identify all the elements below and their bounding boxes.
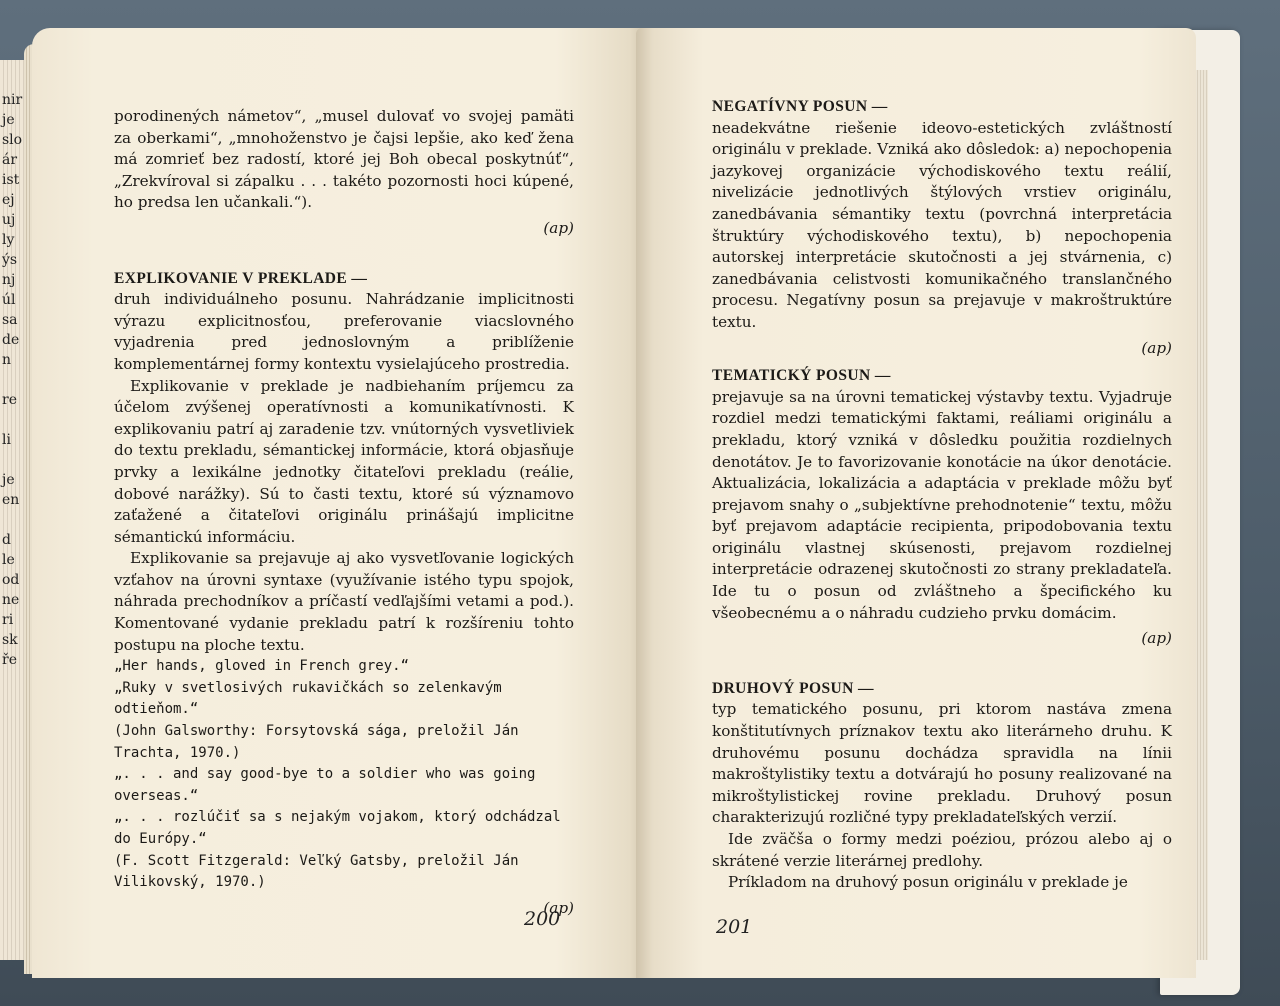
body-paragraph: Ide zväčša o formy medzi poéziou, prózou alebo aj o skrátené verzie literárnej predlohy. (712, 830, 1172, 870)
author-signature: (ap) (543, 218, 574, 237)
example-citation: (F. Scott Fitzgerald: Veľký Gatsby, preložil Ján Vilikovský, 1970.) (114, 852, 519, 891)
body-paragraph: Príkladom na druhový posun originálu v preklade je (728, 873, 1128, 892)
left-text-column (114, 106, 574, 919)
example-citation: (John Galsworthy: Forsytovská sága, preložil Ján Trachta, 1970.) (114, 723, 519, 761)
left-page (32, 28, 648, 978)
entry-heading: EXPLIKOVANIE V PREKLADE — (114, 269, 368, 287)
right-text-column (712, 96, 1172, 894)
edge-text-fragment: nir je slo ár ist ej uj ly ýs nj úl sa de n re li je en d le od ne ri sk ře (2, 92, 23, 668)
example-quote: „. . . rozlúčiť sa s nejakým vojakom, ktorý odchádzal do Európy.“ (114, 809, 561, 847)
example-quote: „. . . and say good-bye to a soldier who was going overseas.“ (114, 766, 536, 804)
definition-paragraph: druh individuálneho posunu. Nahrádzanie implicitnosti výrazu explicitnosťou, preferovanie viacslovného vyjadrenia pred jednoslovným a priblíženie komplementárnej formy kontextu vysielajúceho prostredia. (114, 290, 574, 373)
author-signature: (ap) (543, 898, 574, 917)
entry-heading: DRUHOVÝ POSUN — (712, 679, 874, 697)
right-page (636, 28, 1196, 978)
open-book (20, 28, 1235, 978)
body-paragraph: Explikovanie v preklade je nadbiehaním príjemcu za účelom zvýšenej operatívnosti a komunikatívnosti. K explikovaniu patrí aj zaradenie tzv. vnútorných vysvetliviek do textu prekladu, sémantickej informácie, ktorá objasňuje prvky a lexikálne jednotky čitateľovi prekladu (reálie, dobové narážky). Sú to časti textu, ktoré sú významovo zaťažené a čitateľovi originálu prinášajú implicitne sémantickú informáciu. (114, 376, 574, 546)
body-paragraph: Explikovanie sa prejavuje aj ako vysvetľovanie logických vzťahov na úrovni syntaxe (využívanie istého typu spojok, náhrada prechodníkov a príčastí vedľajšími vetami a pod.). Komentované vydanie prekladu patrí k rozšíreniu tohto postupu na ploche textu. (114, 549, 574, 654)
page-number: 201 (716, 916, 753, 938)
author-signature: (ap) (1141, 338, 1172, 357)
definition-paragraph: neadekvátne riešenie ideovo-estetických zvláštností originálu v preklade. Vzniká ako dôsledok: a) nepochopenia jazykovej organizácie východiskového textu reálií, nivelizácie jednotlivých štýlových vrstiev originálu, zanedbávania sémantiky textu (povrchná interpretácia štruktúry východiskového textu), b) nepochopenia autorskej interpretácie skutočnosti a jej stvárnenia, c) zanedbávania celistvosti komunikačného translančného procesu. Negatívny posun sa prejavuje v makroštruktúre textu. (712, 118, 1172, 331)
author-signature: (ap) (1141, 629, 1172, 648)
page-number: 200 (524, 908, 561, 930)
example-quote: „Her hands, gloved in French grey.“ (114, 658, 410, 675)
definition-paragraph: prejavuje sa na úrovni tematickej výstavby textu. Vyjadruje rozdiel medzi tematickými faktami, reáliami originálu a prekladu, ktorý vzniká v dôsledku použitia rozdielnych denotátov. Je to favorizovanie konotácie na úkor denotácie. Aktualizácia, lokalizácia a adaptácia v preklade môžu byť prejavom snahy o „subjektívne prehodnotenie“ textu, môžu byť prejavom adaptácie recipienta, pripodobovania textu originálu vlastnej skúsenosti, prejavom rozdielnej interpretácie odrazenej skutočnosti zo strany prekladateľa. Ide tu o posun od zvláštneho a špecifického ku všeobecnému a o náhradu cudzieho prvku domácim. (712, 387, 1172, 622)
intro-paragraph: porodinených námetov“, „musel dulovať vo svojej pamäti za oberkami“, „mnohoženstvo je čajsi lepšie, ako keď žena má zomrieť bez radostí, ktoré jej Boh obecal poskytnúť“, „Zrekvíroval si zápalku . . . takéto pozornosti hoci kúpené, ho predsa len učankali.“). (114, 107, 574, 212)
entry-heading: NEGATÍVNY POSUN — (712, 98, 888, 115)
entry-heading: TEMATICKÝ POSUN — (712, 367, 891, 385)
example-quote: „Ruky v svetlosivých rukavičkách so zelenkavým odtieňom.“ (114, 679, 502, 718)
definition-paragraph: typ tematického posunu, pri ktorom nastáva zmena konštitutívnych príznakov textu ako literárneho druhu. K druhovému posunu dochádza spravidla na línii makroštylistiky textu a dotvárajú ho posuny realizované na mikroštylistickej rovine prekladu. Druhový posun charakterizujú rozličné typy prekladateľských verzií. (712, 700, 1172, 827)
